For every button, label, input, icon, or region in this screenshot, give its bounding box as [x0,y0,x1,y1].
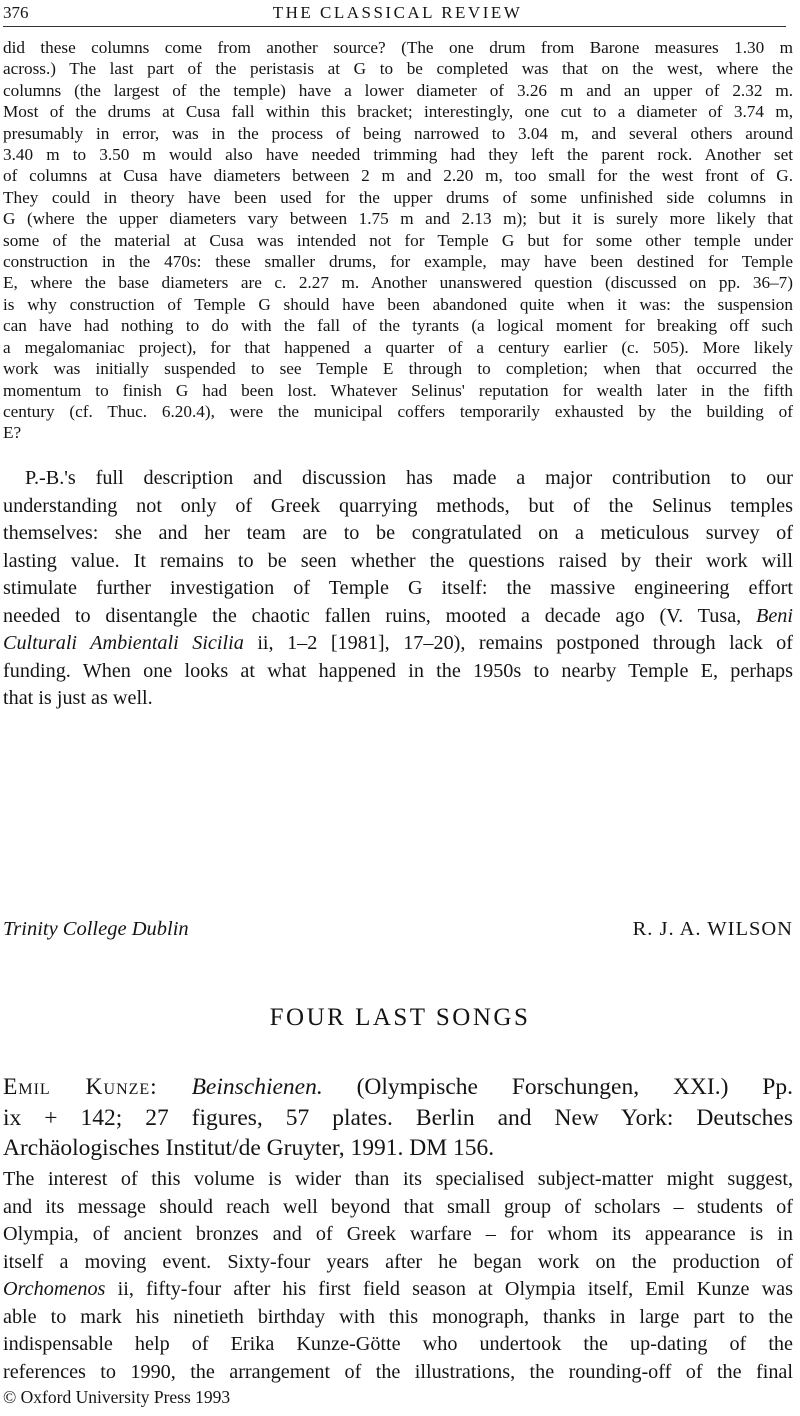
text-line [3,630,793,658]
text-line: some of the material at Cusa was intended not for Temple G but for some other temple under [3,230,793,250]
author-name: R. J. A. WILSON [632,918,793,940]
italic-title: Beni [756,604,794,627]
text-line: P.-B.'s full description and discussion has made a major contribution to our [25,467,793,489]
journal-title: THE CLASSICAL REVIEW [272,3,523,22]
text-line: of columns at Cusa have diameters between 2 m and 2.20 m, too small for the west front of G. [3,166,793,186]
heading-line: ix + 142; 27 figures, 57 plates. Berlin and New York: Deutsches [3,1104,793,1131]
text-line: funding. When one looks at what happened in the 1950s to nearby Temple E, perhaps [3,659,793,682]
text-line: momentum to finish G had been lost. Whatever Selinus' reputation for wealth later in the fifth [3,380,793,400]
copyright-footer: © Oxford University Press 1993 [3,1387,231,1407]
text-segment: (Olympische Forschungen, XXI.) Pp. [322,1074,793,1100]
paragraph-conclusion [3,465,793,713]
text-line: G (where the upper diameters vary between 1.75 m and 2.13 m); but it is surely more likely that [3,209,793,229]
text-line: presumably in error, was in the process of being narrowed to 3.04 m, and several others around [3,123,793,143]
book-title: Beinschienen. [191,1074,323,1100]
italic-title: Culturali Ambientali Sicilia [3,632,244,654]
italic-title: Orchomenos [3,1278,106,1300]
review-signoff [3,915,793,945]
text-segment: ii, 1–2 [1981], 17–20), remains postponed through lack of [243,632,793,654]
header-rule [3,26,786,27]
text-line: is why construction of Temple G should have been abandoned quite when it was: the suspension [3,294,793,314]
text-line: that is just as well. [3,687,153,709]
text-line: century (cf. Thuc. 6.20.4), were the municipal coffers temporarily exhausted by the building of [3,401,793,421]
text-line: work was initially suspended to see Temple E through to completion; when that occurred the [3,359,793,379]
paragraph-quarry-columns [3,37,793,444]
text-line [3,1276,793,1304]
text-line: Most of the drums at Cusa fall within this bracket; interestingly, one cut to a diameter of 3.74 m, [3,102,793,122]
text-line: a megalomaniac project), for that happened a quarter of a century earlier (c. 505). More likely [3,337,793,357]
section-title: FOUR LAST SONGS [269,1004,531,1031]
paragraph-introduction [3,1166,793,1386]
text-line: E? [3,423,22,443]
text-line: E, where the base diameters are c. 2.27 m. Another unanswered question (discussed on pp. 36–7) [3,273,793,293]
heading-line: Archäologisches Institut/de Gruyter, 1991. DM 156. [3,1135,495,1161]
text-line: stimulate further investigation of Temple G itself: the massive engineering effort [3,577,793,599]
text-line: columns (the largest of the temple) have a lower diameter of 3.26 m and an upper of 2.32 m. [3,80,793,100]
text-line: references to 1990, the arrangement of the illustrations, the rounding-off of the final [3,1360,793,1383]
text-line: across.) The last part of the peristasis at G to be completed was that on the west, where the [3,59,793,79]
text-segment: needed to disentangle the chaotic fallen ruins, mooted a decade ago (V. Tusa, [3,604,742,627]
text-line [3,603,793,631]
affiliation: Trinity College Dublin [3,918,189,940]
text-line: lasting value. It remains to be seen whether the questions raised by their work will [3,549,793,572]
text-line: Olympia, of ancient bronzes and of Greek warfare – for whom its appearance is in [3,1223,793,1245]
text-line: understanding not only of Greek quarrying methods, but of the Selinus temples [3,494,793,517]
text-line: itself a moving event. Sixty-four years after he began work on the production of [3,1250,793,1273]
text-line: The interest of this volume is wider than its specialised subject-matter might suggest, [3,1168,793,1190]
page-number: 376 [3,3,29,22]
review-heading [3,1072,793,1164]
text-segment: ii, fifty-four after his first field season at Olympia itself, Emil Kunze was [105,1278,793,1300]
heading-line [3,1072,793,1103]
text-line: They could in theory have been used for the upper drums of some unfinished side columns in [3,187,793,207]
text-line: themselves: she and her team are to be congratulated on a meticulous survey of [3,522,793,544]
text-line: 3.40 m to 3.50 m would also have needed trimming had they left the parent rock. Another set [3,145,793,165]
text-line: indispensable help of Erika Kunze-Götte who undertook the up-dating of the [3,1333,793,1355]
text-line: did these columns come from another source? (The one drum from Barone measures 1.30 m [3,38,793,57]
text-line: able to mark his ninetieth birthday with this monograph, thanks in large part to the [3,1305,793,1328]
text-line: can have had nothing to do with the fall of the tyrants (a logical moment for breaking off such [3,316,793,336]
text-line: construction in the 470s: these smaller drums, for example, may have been destined for Temple [3,252,793,272]
running-head [3,2,792,28]
text-line: and its message should reach well beyond that small group of scholars – students of [3,1195,793,1218]
reviewed-author: Emil Kunze: [3,1074,158,1100]
